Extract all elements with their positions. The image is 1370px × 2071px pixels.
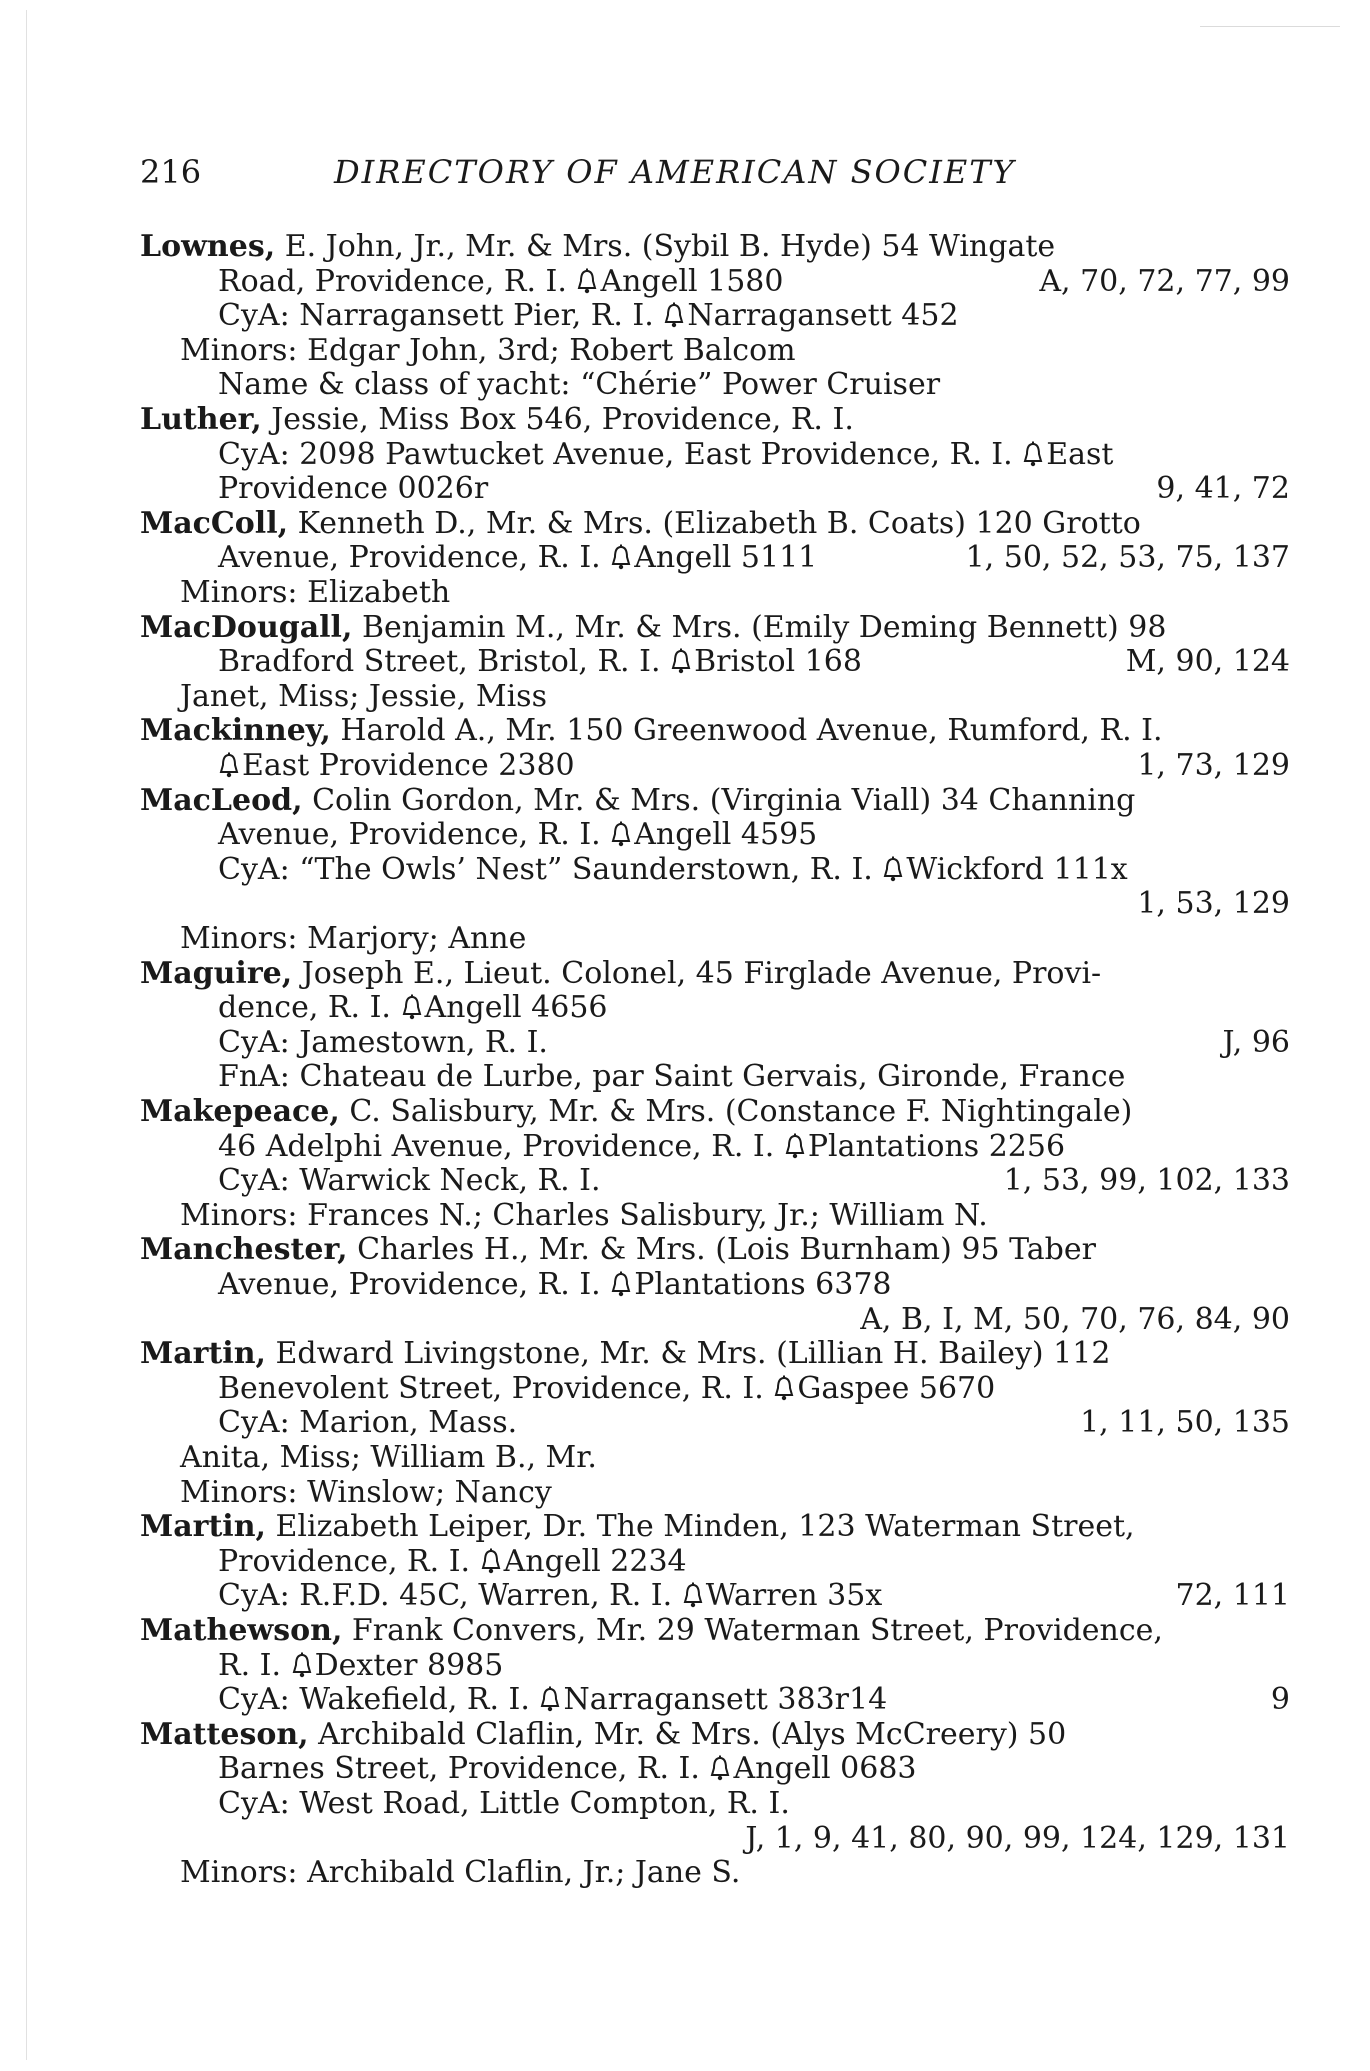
entry-first-line xyxy=(0,957,1370,991)
scan-edge-top-right xyxy=(1200,26,1340,27)
line-text xyxy=(140,230,1055,264)
telephone-bell-icon xyxy=(709,1755,731,1781)
entry-line xyxy=(0,1579,1370,1613)
entry-text: Harold A., Mr. 150 Greenwood Avenue, Rumford, R. I. xyxy=(330,713,1163,749)
entry-text: Minors: Archibald Claflin, Jr.; Jane S. xyxy=(180,1855,741,1891)
entry-first-line xyxy=(0,611,1370,645)
line-text xyxy=(218,1752,917,1786)
surname: Maguire, xyxy=(140,955,293,991)
club-codes: A, 70, 72, 77, 99 xyxy=(1039,263,1290,299)
entry-first-line xyxy=(0,507,1370,541)
entry-text: FnA: Chateau de Lurbe, par Saint Gervais, Gironde, France xyxy=(218,1059,1126,1095)
line-text xyxy=(218,1545,687,1579)
line-text xyxy=(218,1406,517,1440)
telephone-number: Angell 5111 xyxy=(634,540,818,576)
line-text xyxy=(180,680,547,714)
club-codes: M, 90, 124 xyxy=(1125,644,1290,680)
entry-text: Edward Livingstone, Mr. & Mrs. (Lillian H. Bailey) 112 xyxy=(265,1336,1111,1372)
entry-text: CyA: 2098 Pawtucket Avenue, East Providence, R. I. xyxy=(218,436,1023,472)
line-text xyxy=(218,1268,892,1302)
telephone-bell-icon xyxy=(480,1548,502,1574)
line-text xyxy=(218,265,783,299)
telephone-bell-icon xyxy=(784,1133,806,1159)
line-text xyxy=(140,1337,1110,1371)
entry-line xyxy=(0,1130,1370,1164)
line-text xyxy=(140,1233,1096,1267)
surname: Manchester, xyxy=(140,1232,348,1268)
line-text xyxy=(218,818,817,852)
entry-text: Benevolent Street, Providence, R. I. xyxy=(218,1370,774,1406)
entry-text: Avenue, Providence, R. I. xyxy=(218,540,611,576)
line-text xyxy=(140,507,1141,541)
entry-line xyxy=(0,1268,1370,1302)
entry-text: Joseph E., Lieut. Colonel, 45 Firglade Avenue, Provi- xyxy=(292,955,1102,991)
entry-line xyxy=(0,368,1370,402)
line-text xyxy=(140,1718,1066,1752)
surname: Martin, xyxy=(140,1509,266,1545)
line-text xyxy=(140,714,1163,748)
telephone-bell-icon xyxy=(1022,441,1044,467)
entry-line xyxy=(0,1545,1370,1579)
entry-text: Charles H., Mr. & Mrs. (Lois Burnham) 95 Taber xyxy=(347,1232,1096,1268)
line-text xyxy=(218,438,1113,472)
club-codes: 1, 11, 50, 135 xyxy=(1080,1405,1290,1441)
telephone-bell-icon xyxy=(670,648,692,674)
entry-text: Name & class of yacht: “Chérie” Power Cruiser xyxy=(218,367,941,403)
entry-line xyxy=(0,334,1370,368)
line-text xyxy=(180,576,450,610)
entry-line xyxy=(0,1856,1370,1890)
entry-line xyxy=(0,1406,1370,1440)
entry-text: Elizabeth Leiper, Dr. The Minden, 123 Waterman Street, xyxy=(265,1509,1135,1545)
entry-text: Minors: Elizabeth xyxy=(180,575,451,610)
entry-text: CyA: Marion, Mass. xyxy=(218,1405,518,1441)
surname: Luther, xyxy=(140,402,262,437)
line-text xyxy=(140,611,1166,645)
entry-first-line xyxy=(0,403,1370,437)
entry-line xyxy=(0,645,1370,679)
line-text xyxy=(218,1372,995,1406)
club-codes: 9 xyxy=(1270,1682,1290,1718)
entry-line xyxy=(0,1822,1370,1856)
telephone-bell-icon xyxy=(610,1271,632,1297)
entry-line xyxy=(0,818,1370,852)
line-text xyxy=(218,853,1128,887)
entry-line xyxy=(0,1164,1370,1198)
running-header xyxy=(140,152,1290,192)
line-text xyxy=(180,922,526,956)
entry-text: CyA: “The Owls’ Nest” Saunderstown, R. I. xyxy=(218,851,883,887)
entry-text: Anita, Miss; William B., Mr. xyxy=(180,1440,597,1475)
line-text xyxy=(218,1787,790,1821)
club-codes: 1, 53, 99, 102, 133 xyxy=(1003,1163,1290,1199)
surname: Mathewson, xyxy=(140,1613,343,1648)
entry-line xyxy=(0,991,1370,1025)
entry-text: R. I. xyxy=(218,1647,291,1683)
telephone-number: Narragansett 452 xyxy=(687,298,959,334)
entry-text: Frank Convers, Mr. 29 Waterman Street, Providence, xyxy=(342,1613,1163,1648)
entry-line xyxy=(0,1441,1370,1475)
surname: MacDougall, xyxy=(140,609,353,645)
entry-text: CyA: R.F.D. 45C, Warren, R. I. xyxy=(218,1578,682,1614)
line-text xyxy=(218,749,575,783)
club-codes: 1, 73, 129 xyxy=(1137,748,1290,783)
line-text xyxy=(218,541,817,575)
telephone-bell-icon xyxy=(682,1582,704,1608)
entry-text: C. Salisbury, Mr. & Mrs. (Constance F. Nightingale) xyxy=(339,1094,1133,1129)
line-text xyxy=(180,1476,552,1510)
entry-text: Avenue, Providence, R. I. xyxy=(218,817,611,853)
entry-first-line xyxy=(0,1337,1370,1371)
entry-text: Janet, Miss; Jessie, Miss xyxy=(180,678,547,714)
telephone-number: Angell 4656 xyxy=(424,990,608,1026)
entry-text: Minors: Edgar John, 3rd; Robert Balcom xyxy=(180,332,796,368)
entry-text: Providence, R. I. xyxy=(218,1543,480,1579)
club-codes: 1, 50, 52, 53, 75, 137 xyxy=(965,540,1290,576)
telephone-number: Plantations 2256 xyxy=(807,1128,1066,1164)
telephone-number: Angell 2234 xyxy=(503,1543,687,1579)
entry-first-line xyxy=(0,714,1370,748)
entry-text: 46 Adelphi Avenue, Providence, R. I. xyxy=(218,1128,784,1164)
entry-first-line xyxy=(0,1233,1370,1267)
line-text xyxy=(218,472,488,506)
entry-text: CyA: Warwick Neck, R. I. xyxy=(218,1163,601,1199)
line-text xyxy=(218,1649,503,1683)
telephone-bell-icon xyxy=(663,302,685,328)
entry-line xyxy=(0,472,1370,506)
scan-edge-left xyxy=(26,10,27,2060)
line-text xyxy=(218,1164,601,1198)
line-text xyxy=(180,1441,597,1475)
telephone-number: Warren 35x xyxy=(705,1578,883,1614)
telephone-bell-icon xyxy=(882,856,904,882)
entry-first-line xyxy=(0,1095,1370,1129)
entry-text: Benjamin M., Mr. & Mrs. (Emily Deming Bennett) 98 xyxy=(352,609,1167,645)
entry-text: CyA: West Road, Little Compton, R. I. xyxy=(218,1786,790,1821)
entry-line xyxy=(0,1787,1370,1821)
entry-first-line xyxy=(0,230,1370,264)
telephone-number: Angell 4595 xyxy=(634,817,818,853)
entry-line xyxy=(0,1372,1370,1406)
telephone-bell-icon xyxy=(773,1375,795,1401)
entry-line xyxy=(0,265,1370,299)
telephone-number: Wickford 111x xyxy=(906,851,1128,887)
entry-line xyxy=(0,299,1370,333)
entry-text: Kenneth D., Mr. & Mrs. (Elizabeth B. Coats) 120 Grotto xyxy=(288,505,1141,541)
telephone-number: Dexter 8985 xyxy=(314,1647,504,1683)
line-text xyxy=(218,1026,548,1060)
entry-line xyxy=(0,438,1370,472)
entry-line xyxy=(0,1199,1370,1233)
entry-first-line xyxy=(0,1614,1370,1648)
entry-line xyxy=(0,1649,1370,1683)
club-codes: 1, 53, 129 xyxy=(1137,886,1290,922)
line-text xyxy=(140,957,1101,991)
entry-text: Minors: Frances N.; Charles Salisbury, Jr.; William N. xyxy=(180,1197,988,1233)
line-text xyxy=(218,299,959,333)
entry-text: CyA: Jamestown, R. I. xyxy=(218,1024,548,1060)
line-text xyxy=(218,1683,887,1717)
entry-text: Avenue, Providence, R. I. xyxy=(218,1267,611,1302)
telephone-bell-icon xyxy=(218,752,240,778)
entry-line xyxy=(0,853,1370,887)
entry-text: Minors: Winslow; Nancy xyxy=(180,1474,552,1510)
line-text xyxy=(180,334,796,368)
club-codes: A, B, I, M, 50, 70, 76, 84, 90 xyxy=(860,1301,1290,1337)
telephone-bell-icon xyxy=(401,994,423,1020)
entry-text: CyA: Wakefield, R. I. xyxy=(218,1682,540,1718)
entry-line xyxy=(0,1683,1370,1717)
entry-text: CyA: Narragansett Pier, R. I. xyxy=(218,298,664,334)
running-title: DIRECTORY OF AMERICAN SOCIETY xyxy=(334,153,1016,191)
entry-text: Bradford Street, Bristol, R. I. xyxy=(218,644,671,680)
line-text xyxy=(140,403,854,437)
club-codes: J, 96 xyxy=(1222,1024,1290,1060)
entry-text: Archibald Claflin, Mr. & Mrs. (Alys McCreery) 50 xyxy=(308,1716,1067,1752)
telephone-number: East xyxy=(1046,436,1114,472)
line-text xyxy=(180,1199,988,1233)
telephone-number: Angell 0683 xyxy=(733,1751,917,1787)
line-text xyxy=(218,1060,1125,1094)
line-text xyxy=(140,1510,1135,1544)
entry-first-line xyxy=(0,1510,1370,1544)
line-text xyxy=(218,1579,882,1613)
entry-line xyxy=(0,749,1370,783)
line-text xyxy=(218,991,608,1025)
telephone-bell-icon xyxy=(576,268,598,294)
entry-text: Barnes Street, Providence, R. I. xyxy=(218,1751,710,1787)
page-number: 216 xyxy=(140,153,202,191)
telephone-bell-icon xyxy=(539,1686,561,1712)
entry-line xyxy=(0,680,1370,714)
line-text xyxy=(218,368,940,402)
entry-text: Jessie, Miss Box 546, Providence, R. I. xyxy=(261,402,854,437)
entry-first-line xyxy=(0,784,1370,818)
telephone-number: Narragansett 383r14 xyxy=(563,1682,888,1718)
surname: Matteson, xyxy=(140,1716,309,1752)
line-text xyxy=(140,1614,1163,1648)
telephone-bell-icon xyxy=(610,821,632,847)
telephone-number: East Providence 2380 xyxy=(242,748,575,783)
entry-line xyxy=(0,1476,1370,1510)
club-codes: 72, 111 xyxy=(1175,1578,1290,1614)
telephone-number: Bristol 168 xyxy=(694,644,862,680)
entry-text: Providence 0026r xyxy=(218,471,489,507)
telephone-number: Gaspee 5670 xyxy=(797,1370,996,1406)
entry-text: E. John, Jr., Mr. & Mrs. (Sybil B. Hyde) 54 Wingate xyxy=(275,229,1056,264)
line-text xyxy=(140,784,1135,818)
surname: MacLeod, xyxy=(140,782,303,818)
line-text xyxy=(140,1095,1132,1129)
entry-line xyxy=(0,1026,1370,1060)
entry-first-line xyxy=(0,1718,1370,1752)
surname: Mackinney, xyxy=(140,713,331,749)
entry-line xyxy=(0,1752,1370,1786)
line-text xyxy=(218,1130,1065,1164)
entry-line xyxy=(0,1303,1370,1337)
surname: Lownes, xyxy=(140,229,276,264)
entry-line xyxy=(0,887,1370,921)
entry-line xyxy=(0,541,1370,575)
entry-line xyxy=(0,1060,1370,1094)
line-text xyxy=(180,1856,740,1890)
surname: MacColl, xyxy=(140,505,289,541)
club-codes: 9, 41, 72 xyxy=(1156,471,1290,507)
line-text xyxy=(218,645,862,679)
telephone-number: Plantations 6378 xyxy=(634,1267,892,1302)
surname: Makepeace, xyxy=(140,1094,340,1129)
telephone-number: Angell 1580 xyxy=(600,263,784,299)
telephone-bell-icon xyxy=(610,544,632,570)
entry-line xyxy=(0,576,1370,610)
surname: Martin, xyxy=(140,1336,266,1372)
telephone-bell-icon xyxy=(291,1652,313,1678)
entry-line xyxy=(0,922,1370,956)
entry-text: Minors: Marjory; Anne xyxy=(180,921,527,956)
club-codes: J, 1, 9, 41, 80, 90, 99, 124, 129, 131 xyxy=(745,1820,1290,1856)
entry-text: Colin Gordon, Mr. & Mrs. (Virginia Viall) 34 Channing xyxy=(302,782,1136,818)
entry-text: dence, R. I. xyxy=(218,990,401,1026)
entry-text: Road, Providence, R. I. xyxy=(218,263,577,299)
